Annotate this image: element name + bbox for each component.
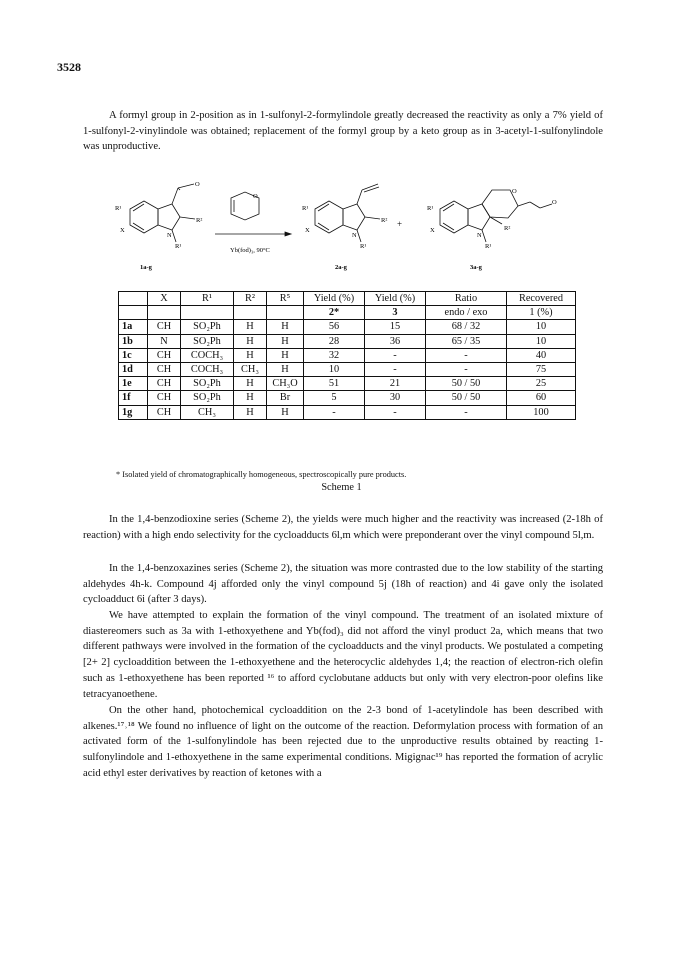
header-cell: Recovered: [507, 292, 576, 306]
atom-n-1: N: [167, 232, 172, 239]
table-row: [119, 348, 576, 362]
r1-label-2: R¹: [302, 205, 309, 212]
header-cell: [119, 292, 148, 306]
atom-x-2: X: [305, 227, 310, 234]
compound-label-3: 3a-g: [470, 264, 482, 271]
table-cell: H: [234, 334, 267, 348]
table-cell: -: [426, 348, 507, 362]
table-cell: 36: [365, 334, 426, 348]
results-table: [118, 291, 576, 420]
table-cell: 5: [304, 391, 365, 405]
table-cell: COCH₃: [181, 362, 234, 376]
compound-label-2: 2a-g: [335, 264, 347, 271]
header-cell: R²: [234, 292, 267, 306]
compound-3-structure: [440, 190, 552, 242]
table-subheader-row: [119, 306, 576, 320]
plus-sign: +: [397, 219, 403, 229]
header-cell: Yield (%): [304, 292, 365, 306]
table-cell: 1d: [119, 362, 148, 376]
table-cell: 100: [507, 405, 576, 419]
table-cell: H: [234, 391, 267, 405]
r2-label-3: R²: [504, 225, 511, 232]
table-cell: SO₂Ph: [181, 377, 234, 391]
table-cell: 56: [304, 320, 365, 334]
table-cell: 60: [507, 391, 576, 405]
table-cell: 1f: [119, 391, 148, 405]
table-footnote: * Isolated yield of chromatographically homogeneous, spectroscopically pure products.: [116, 470, 407, 479]
table-cell: 15: [365, 320, 426, 334]
table-row: [119, 320, 576, 334]
subheader-cell: [234, 306, 267, 320]
table-row: [119, 334, 576, 348]
table-cell: -: [365, 362, 426, 376]
r2-label-1: R²: [196, 217, 203, 224]
table-cell: CH₃O: [267, 377, 304, 391]
subheader-cell: [119, 306, 148, 320]
subheader-cell: 1 (%): [507, 306, 576, 320]
atom-x-3: X: [430, 227, 435, 234]
table-cell: -: [426, 362, 507, 376]
table-row: [119, 405, 576, 419]
paragraph-vinyl-formation: We have attempted to explain the formation of the vinyl compound. The treatment of an isolated mixture of diastereomers such as 3a with 1-ethoxyethene and Yb(fod)₃ did not afford the vinyl product 2a, which means that two different pathways were involved in the formation of the cycloadducts and the vinyl products. We postulated a competing [2+ 2] cycloaddition between the 1-ethoxyethene and the heterocyclic aldehydes 1,4; the reaction of electron-rich olefin such as 1-ethoxyethene has been reported ¹⁶ to afford cyclobutane adducts but only with very electron-poor olefins like tetracyanoethene.: [83, 610, 603, 700]
subheader-cell: 2*: [304, 306, 365, 320]
table-cell: 1c: [119, 348, 148, 362]
r1-n-label-2: R¹: [360, 243, 367, 250]
table-cell: CH: [148, 377, 181, 391]
table-cell: -: [365, 405, 426, 419]
compound-2-structure: [315, 184, 380, 242]
atom-o-1: O: [195, 181, 200, 188]
reagent-label: Yb(fod)₃, 90°C: [230, 247, 270, 254]
paragraph-photochemical: On the other hand, photochemical cycloaddition on the 2-3 bond of 1-acetylindole has been described with alkenes.¹⁷˒¹⁸ We found no influence of light on the outcome of the reaction. Deformylation process with formation of an activated form of the 1-sulfonylindole has been rejected due to the unproductive results obtained by reacting 1-sulfonylindole and 1-ethoxyethene in the same experimental conditions. Migignac¹⁹ has reported the formation of acrylic acid ethyl ester derivatives by reaction of ketones with a: [83, 705, 603, 779]
header-cell: X: [148, 292, 181, 306]
table-cell: SO₂Ph: [181, 334, 234, 348]
table-cell: CH₃: [234, 362, 267, 376]
table-cell: 21: [365, 377, 426, 391]
subheader-cell: [148, 306, 181, 320]
header-cell: Ratio: [426, 292, 507, 306]
table-cell: 68 / 32: [426, 320, 507, 334]
intro-paragraph: A formyl group in 2-position as in 1-sulfonyl-2-formylindole greatly decreased the reactivity as only a 7% yield of 1-sulfonyl-2-vinylindole was obtained; replacement of the formyl group by a keto group as in 3-acetyl-1-sulfonylindole was unproductive.: [83, 110, 603, 153]
r1-label-3: R¹: [427, 205, 434, 212]
atom-o-3a: O: [512, 188, 517, 195]
table-cell: H: [234, 405, 267, 419]
table-cell: H: [267, 348, 304, 362]
table-cell: -: [304, 405, 365, 419]
table-cell: 65 / 35: [426, 334, 507, 348]
subheader-cell: [267, 306, 304, 320]
r1-n-label-1: R¹: [175, 243, 182, 250]
table-cell: SO₂Ph: [181, 320, 234, 334]
atom-x-1: X: [120, 227, 125, 234]
compound-label-1: 1a-g: [140, 264, 152, 271]
table-cell: H: [234, 377, 267, 391]
subheader-cell: [181, 306, 234, 320]
reaction-scheme: [100, 172, 600, 287]
table-cell: 25: [507, 377, 576, 391]
table-cell: 10: [507, 320, 576, 334]
atom-n-2: N: [352, 232, 357, 239]
header-cell: R¹: [181, 292, 234, 306]
table-cell: 51: [304, 377, 365, 391]
header-cell: R⁵: [267, 292, 304, 306]
table-cell: 1b: [119, 334, 148, 348]
table-cell: H: [234, 348, 267, 362]
subheader-cell: endo / exo: [426, 306, 507, 320]
table-header-row: [119, 292, 576, 306]
table-cell: H: [267, 362, 304, 376]
atom-n-3: N: [477, 232, 482, 239]
table-cell: 1g: [119, 405, 148, 419]
table-cell: H: [267, 405, 304, 419]
scheme-caption: Scheme 1: [321, 482, 362, 493]
table-cell: CH: [148, 348, 181, 362]
table-cell: 75: [507, 362, 576, 376]
table-row: [119, 377, 576, 391]
atom-o-3b: O: [552, 199, 557, 206]
table-cell: 40: [507, 348, 576, 362]
table-cell: COCH₃: [181, 348, 234, 362]
paragraph-benzoxazine: In the 1,4-benzoxazines series (Scheme 2), the situation was more contrasted due to the low stability of the starting aldehydes 4h-k. Compound 4j afforded only the vinyl compound 5j (18h of reaction) and 4i gave only the isolated cycloadduct 6i (after 3 days).: [83, 563, 603, 606]
table-cell: CH: [148, 391, 181, 405]
table-cell: 30: [365, 391, 426, 405]
r1-label-1: R¹: [115, 205, 122, 212]
table-cell: 10: [507, 334, 576, 348]
table-cell: 10: [304, 362, 365, 376]
paragraph-benzodioxine: In the 1,4-benzodioxine series (Scheme 2), the yields were much higher and the reactivity was increased (2-18h of reaction) with a high endo selectivity for the cycloadducts 6l,m which were preponderant over the vinyl compound 5l,m.: [83, 514, 603, 541]
table-cell: 50 / 50: [426, 377, 507, 391]
subheader-cell: 3: [365, 306, 426, 320]
table-cell: SO₂Ph: [181, 391, 234, 405]
r1-n-label-3: R¹: [485, 243, 492, 250]
table-cell: Br: [267, 391, 304, 405]
compound-1-structure: [130, 184, 195, 242]
header-cell: Yield (%): [365, 292, 426, 306]
table-cell: 1a: [119, 320, 148, 334]
table-cell: 32: [304, 348, 365, 362]
table-row: [119, 362, 576, 376]
table-cell: H: [267, 320, 304, 334]
table-cell: 28: [304, 334, 365, 348]
table-cell: -: [426, 405, 507, 419]
table-cell: -: [365, 348, 426, 362]
table-cell: CH: [148, 320, 181, 334]
table-cell: H: [234, 320, 267, 334]
table-cell: CH: [148, 405, 181, 419]
table-cell: CH₃: [181, 405, 234, 419]
r2-label-2: R²: [381, 217, 388, 224]
table-cell: H: [267, 334, 304, 348]
table-cell: CH: [148, 362, 181, 376]
page-number: 3528: [57, 60, 81, 74]
table-cell: 50 / 50: [426, 391, 507, 405]
table-cell: 1e: [119, 377, 148, 391]
table-row: [119, 391, 576, 405]
atom-o-dhp: O: [253, 193, 258, 200]
table-cell: N: [148, 334, 181, 348]
